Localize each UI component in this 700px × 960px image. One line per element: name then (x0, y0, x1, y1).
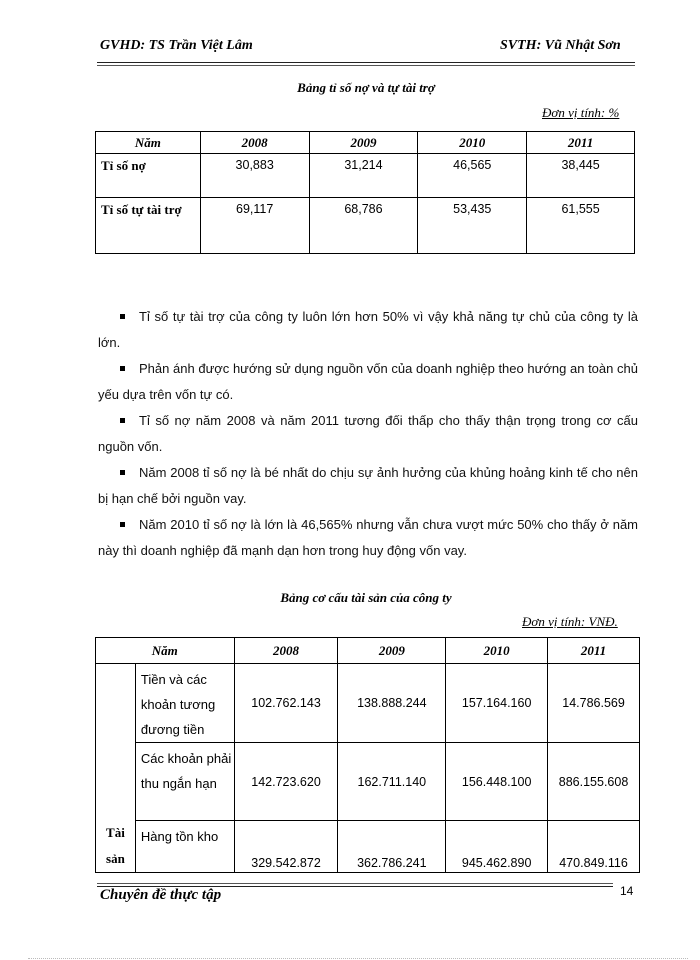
table-row (96, 198, 635, 254)
list-item (98, 304, 638, 355)
cell-value: 31,214 (309, 154, 418, 198)
asset-structure-table (95, 637, 640, 873)
header-rule-secondary (97, 65, 635, 66)
cell-value: 329.542.872 (234, 821, 338, 873)
bullet-icon (120, 470, 125, 475)
asset-group-label: Tài sản (96, 664, 136, 873)
cell-value: 362.786.241 (338, 821, 446, 873)
table2-unit: Đơn vị tính: VNĐ. (522, 614, 618, 629)
cell-value: 102.762.143 (234, 664, 338, 743)
page-edge-divider (28, 958, 688, 959)
cell-value: 157.164.160 (446, 664, 548, 743)
row-label-receivables: Các khoản phải thu ngắn hạn (135, 743, 234, 821)
row-label-debt-ratio: Tỉ số nợ (96, 154, 201, 198)
cell-value: 162.711.140 (338, 743, 446, 821)
list-item (98, 512, 638, 563)
cell-value: 69,117 (200, 198, 309, 254)
table-row (96, 743, 640, 821)
bullet-text: Năm 2010 tỉ số nợ là lớn là 46,565% nhưng vẫn chưa vượt mức 50% cho thấy ở năm này thì doanh nghiệp đã mạnh dạn hơn trong huy động vốn vay. (98, 517, 638, 558)
bullet-icon (120, 366, 125, 371)
header-student: SVTH: Vũ Nhật Sơn (500, 38, 621, 53)
table-row (96, 664, 640, 743)
cell-value: 156.448.100 (446, 743, 548, 821)
cell-value: 61,555 (527, 198, 635, 254)
table1-header-2008: 2008 (200, 132, 309, 154)
table-row (96, 821, 640, 873)
bullet-icon (120, 418, 125, 423)
table2-header-year: Năm (96, 638, 235, 664)
bullet-text: Tỉ số nợ năm 2008 và năm 2011 tương đối thấp cho thấy thận trọng trong cơ cấu nguồn vốn. (98, 413, 638, 454)
table1-header-row (96, 132, 635, 154)
footer-rule (97, 883, 613, 884)
cell-value: 53,435 (418, 198, 527, 254)
footer-title: Chuyên đề thực tập (100, 887, 222, 903)
table2-header-2011: 2011 (548, 638, 640, 664)
table2-caption: Bảng cơ cấu tài sản của công ty (280, 590, 452, 605)
table1-header-year: Năm (96, 132, 201, 154)
bullet-icon (120, 522, 125, 527)
table-row (96, 154, 635, 198)
cell-value: 38,445 (527, 154, 635, 198)
row-label-cash: Tiền và các khoản tương đương tiền (135, 664, 234, 743)
table1-unit: Đơn vị tính: % (542, 105, 620, 120)
table2-header-row (96, 638, 640, 664)
cell-value: 945.462.890 (446, 821, 548, 873)
table1-header-2010: 2010 (418, 132, 527, 154)
bullet-text: Tỉ số tự tài trợ của công ty luôn lớn hơn 50% vì vậy khả năng tự chủ của công ty là lớn. (98, 309, 638, 350)
list-item (98, 460, 638, 511)
cell-value: 46,565 (418, 154, 527, 198)
table1-header-2011: 2011 (527, 132, 635, 154)
bullet-text: Phản ánh được hướng sử dụng nguồn vốn của doanh nghiệp theo hướng an toàn chủ yếu dựa trên vốn tự có. (98, 361, 638, 402)
cell-value: 68,786 (309, 198, 418, 254)
cell-value: 30,883 (200, 154, 309, 198)
list-item (98, 408, 638, 459)
debt-ratio-table (95, 131, 635, 254)
table2-header-2009: 2009 (338, 638, 446, 664)
cell-value: 886.155.608 (548, 743, 640, 821)
cell-value: 138.888.244 (338, 664, 446, 743)
row-label-self-financing-ratio: Tỉ số tự tài trợ (96, 198, 201, 254)
list-item (98, 356, 638, 407)
table1-header-2009: 2009 (309, 132, 418, 154)
table1-caption: Bảng tỉ số nợ và tự tài trợ (297, 80, 435, 95)
cell-value: 142.723.620 (234, 743, 338, 821)
table2-header-2008: 2008 (234, 638, 338, 664)
cell-value: 470.849.116 (548, 821, 640, 873)
row-label-inventory: Hàng tồn kho (135, 821, 234, 873)
analysis-bullets (98, 304, 638, 564)
bullet-icon (120, 314, 125, 319)
page-number: 14 (620, 884, 634, 898)
cell-value: 14.786.569 (548, 664, 640, 743)
header-rule (97, 62, 635, 63)
table2-header-2010: 2010 (446, 638, 548, 664)
header-instructor: GVHD: TS Trần Việt Lâm (100, 38, 253, 53)
bullet-text: Năm 2008 tỉ số nợ là bé nhất do chịu sự ảnh hưởng của khủng hoảng kinh tế cho nên bị hạn chế bởi nguồn vay. (98, 465, 638, 506)
